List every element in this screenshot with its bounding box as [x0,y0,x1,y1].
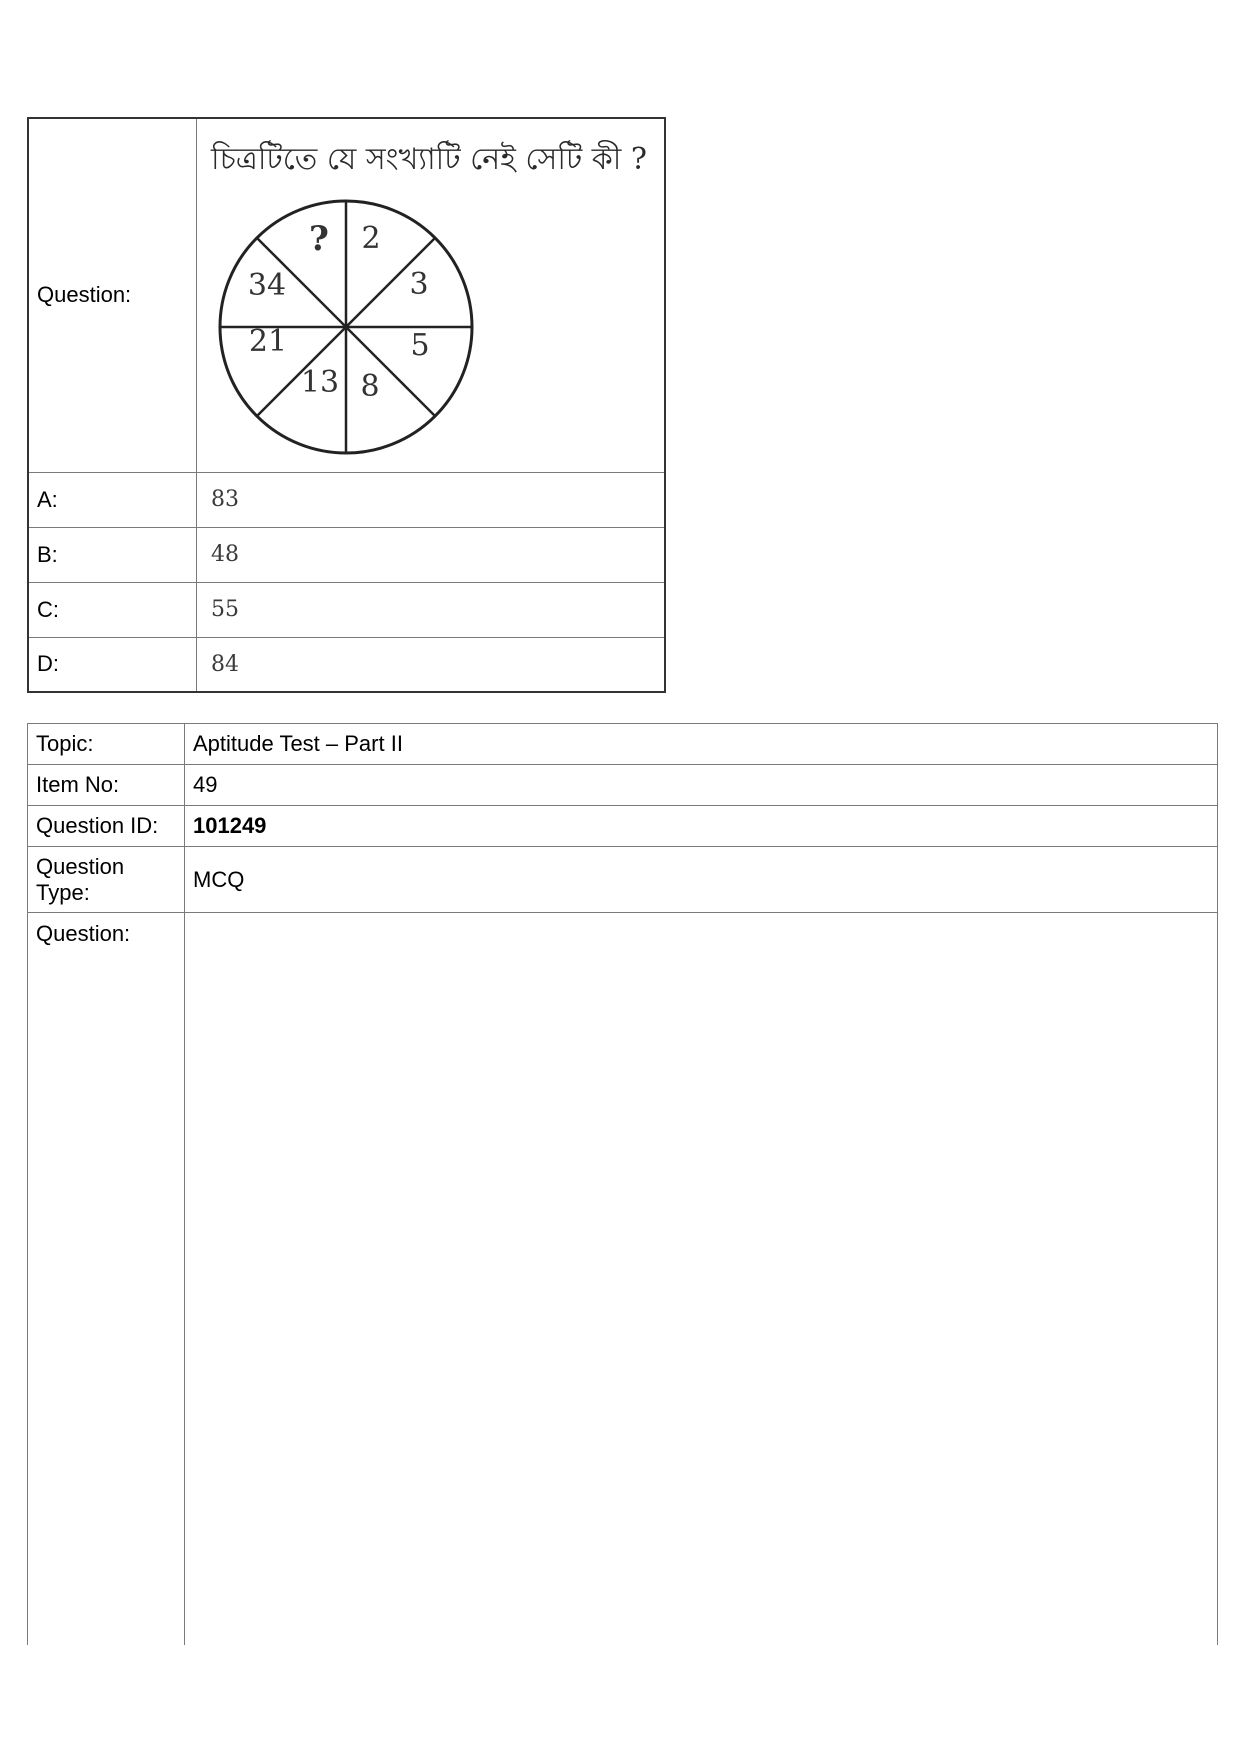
option-d-label: D: [28,637,197,692]
meta-table [27,723,1218,1645]
question-body-label: Question: [28,913,185,1645]
option-a-value: 83 [197,472,666,527]
question-body-row [28,913,1218,1645]
question-id-value: 101249 [185,806,1218,847]
question-label: Question: [28,118,197,472]
segment-13: 13 [300,365,340,400]
question-id-row [28,806,1218,847]
item-no-label: Item No: [28,765,185,806]
item-no-value: 49 [185,765,1218,806]
segment-34: 34 [247,268,287,303]
question-text: চিত্রটিতে যে সংখ্যাটি নেই সেটি কী ? [211,142,647,177]
question-id-label: Question ID: [28,806,185,847]
option-a-label: A: [28,472,197,527]
question-table [27,117,666,693]
question-body-content [185,913,1218,1645]
question-type-label: Question Type: [28,847,185,913]
item-no-row [28,765,1218,806]
option-b-value: 48 [197,527,666,582]
question-row [28,118,665,472]
segment-5: 5 [410,328,430,363]
option-d-value: 84 [197,637,666,692]
topic-row [28,724,1218,765]
option-c-value: 55 [197,582,666,637]
question-type-value: MCQ [185,847,1218,913]
topic-label: Topic: [28,724,185,765]
segment-8: 8 [360,369,380,404]
question-content [197,118,666,472]
segment-3: 3 [409,267,429,302]
segment-21: 21 [248,324,288,359]
option-c-label: C: [28,582,197,637]
option-b-label: B: [28,527,197,582]
segment-2: 2 [361,221,381,256]
segment-unknown: ? [309,219,329,259]
question-type-row [28,847,1218,913]
topic-value: Aptitude Test – Part II [185,724,1218,765]
option-row-c [28,582,665,637]
option-row-a [28,472,665,527]
option-row-b [28,527,665,582]
option-row-d [28,637,665,692]
number-wheel-figure [211,192,481,462]
